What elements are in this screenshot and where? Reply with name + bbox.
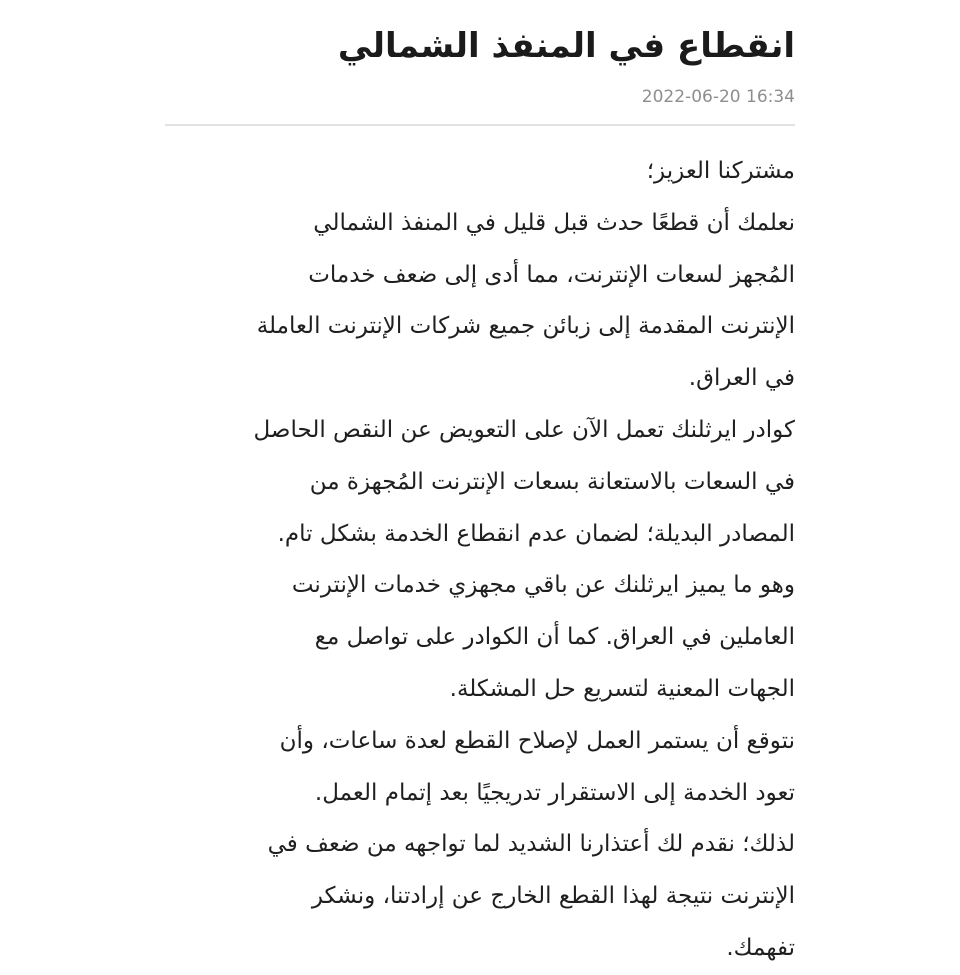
body-line: لذلك؛ نقدم لك أعتذارنا الشديد لما تواجهه من ضعف في — [267, 831, 795, 858]
body-line: العاملين في العراق. كما أن الكوادر على تواصل مع — [314, 624, 795, 651]
body-line: تعود الخدمة إلى الاستقرار تدريجيًا بعد إتمام العمل. — [314, 779, 795, 806]
body-line: الإنترنت نتيجة لهذا القطع الخارج عن إرادتنا، ونشكر — [311, 883, 795, 910]
header-divider — [165, 124, 795, 126]
body-line: مشتركنا العزيز؛ — [646, 158, 795, 184]
body-line: نعلمك أن قطعًا حدث قبل قليل في المنفذ الشمالي — [313, 209, 795, 236]
article-body — [165, 146, 795, 975]
body-line: وهو ما يميز ايرثلنك عن باقي مجهزي خدمات الإنترنت — [291, 572, 795, 599]
body-line: في السعات بالاستعانة بسعات الإنترنت المُجهزة من — [309, 468, 795, 495]
article — [165, 0, 795, 975]
article-timestamp: 2022-06-20 16:34 — [641, 87, 795, 107]
body-line: الجهات المعنية لتسريع حل المشكلة. — [449, 675, 795, 702]
body-line: المصادر البديلة؛ لضمان عدم انقطاع الخدمة بشكل تام. — [277, 520, 795, 547]
article-title: انقطاع في المنفذ الشمالي — [337, 26, 795, 66]
body-line: الإنترنت المقدمة إلى زبائن جميع شركات الإنترنت العاملة — [256, 313, 795, 340]
body-line: المُجهز لسعات الإنترنت، مما أدى إلى ضعف خدمات — [308, 261, 795, 288]
body-line: نتوقع أن يستمر العمل لإصلاح القطع لعدة ساعات، وأن — [279, 727, 795, 754]
body-line: في العراق. — [688, 365, 795, 392]
body-line: تفهمك. — [726, 934, 795, 961]
body-line: كوادر ايرثلنك تعمل الآن على التعويض عن النقص الحاصل — [253, 416, 795, 443]
